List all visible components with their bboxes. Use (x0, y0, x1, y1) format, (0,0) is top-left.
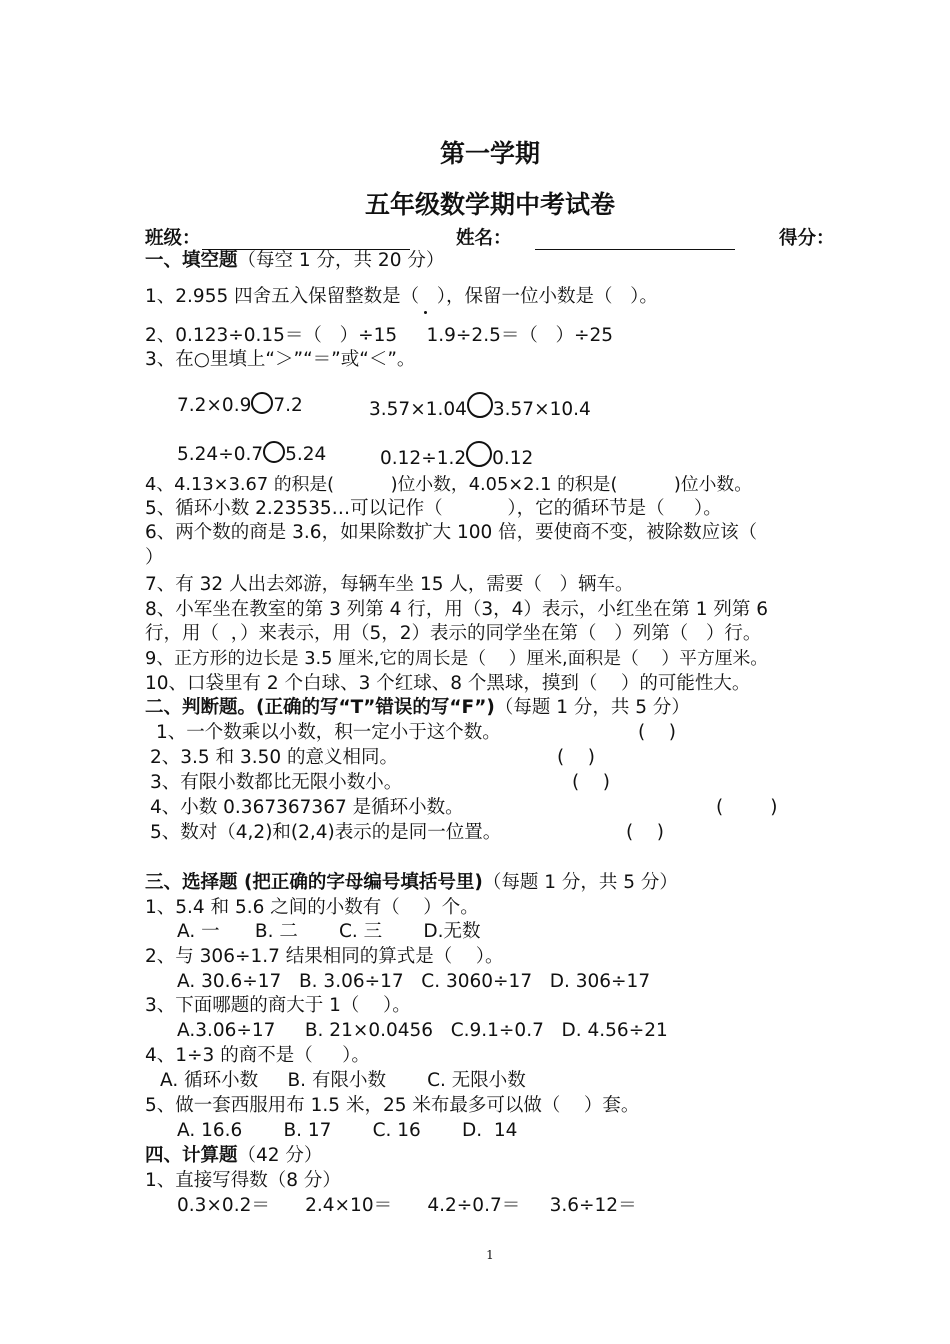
name-label: 姓名： (456, 228, 512, 249)
class-label: 班级： (145, 228, 201, 249)
section-4-heading: 四、计算题（42 分） (145, 1145, 323, 1166)
s2-q3: 3、有限小数都比无限小数小。 (150, 772, 403, 793)
s1-q6-line-1: 6、两个数的商是 3.6，如果除数扩大 100 倍，要使商不变，被除数应该（ (145, 522, 758, 543)
s3-q3-options: A.3.06÷17 B. 21×0.0456 C.9.1÷0.7 D. 4.56÷21 (177, 1020, 668, 1041)
s1-q8-line-2: 行，用（ ，）来表示，用（5，2）表示的同学坐在第（ ）列第（ ）行。 (145, 623, 762, 644)
s2-q1-paren[interactable]: ( ) (638, 722, 676, 743)
s3-q4-options: A. 循环小数 B. 有限小数 C. 无限小数 (160, 1070, 526, 1091)
compare-item-2: 3.57×1.04 3.57×10.4 (369, 392, 591, 422)
s1-q7: 7、有 32 人出去郊游，每辆车坐 15 人，需要（ ）辆车。 (145, 574, 634, 595)
s3-q1-options: A. 一 B. 二 C. 三 D.无数 (177, 921, 481, 942)
s2-q5: 5、数对（4,2)和(2,4)表示的是同一位置。 (150, 822, 502, 843)
s1-q2: 2、0.123÷0.15＝（ ）÷15 1.9÷2.5＝（ ）÷25 (145, 325, 614, 346)
emphasis-dot (424, 311, 427, 314)
s3-q4: 4、1÷3 的商不是（ ）。 (145, 1045, 370, 1066)
s3-q1: 1、5.4 和 5.6 之间的小数有（ ）个。 (145, 897, 479, 918)
section-3-heading: 三、选择题 (把正确的字母编号填括号里)（每题 1 分，共 5 分） (145, 872, 678, 893)
compare-item-1: 7.2×0.9 7.2 (177, 392, 303, 418)
page-number: 1 (486, 1248, 494, 1262)
compare-item-3: 5.24÷0.7 5.24 (177, 441, 326, 467)
s3-q3: 3、下面哪题的商大于 1（ ）。 (145, 995, 411, 1016)
s1-q4: 4、4.13×3.67 的积是( )位小数，4.05×2.1 的积是( )位小数。 (145, 474, 752, 495)
s1-q6-line-2: ） (145, 547, 164, 568)
s1-q9: 9、正方形的边长是 3.5 厘米,它的周长是（ ）厘米,面积是（ ）平方厘米。 (145, 648, 769, 669)
s1-q1: 1、2.955 四舍五入保留整数是（ ），保留一位小数是（ ）。 (145, 286, 658, 307)
compare-circle[interactable] (263, 441, 285, 463)
compare-circle[interactable] (466, 441, 492, 467)
score-label: 得分： (779, 228, 835, 249)
s2-q3-paren[interactable]: ( ) (572, 772, 610, 793)
s3-q5-options: A. 16.6 B. 17 C. 16 D. 14 (177, 1120, 518, 1141)
s1-q5: 5、循环小数 2.23535…可以记作（ ），它的循环节是（ ）。 (145, 498, 722, 519)
s3-q5: 5、做一套西服用布 1.5 米，25 米布最多可以做（ ）套。 (145, 1095, 640, 1116)
section-1-heading: 一、填空题（每空 1 分，共 20 分） (145, 250, 445, 271)
s2-q1: 1、一个数乘以小数，积一定小于这个数。 (156, 722, 501, 743)
s2-q4-paren[interactable]: ( ) (716, 797, 778, 818)
compare-circle[interactable] (467, 392, 493, 418)
compare-item-4: 0.12÷1.2 0.12 (380, 441, 533, 471)
s2-q2: 2、3.5 和 3.50 的意义相同。 (150, 747, 399, 768)
s1-q8-line-1: 8、小军坐在教室的第 3 列第 4 行，用（3，4）表示，小红坐在第 1 列第 6 (145, 599, 769, 620)
s4-q1-items: 0.3×0.2＝ 2.4×10＝ 4.2÷0.7＝ 3.6÷12＝ (177, 1195, 637, 1216)
s1-q10: 10、口袋里有 2 个白球、3 个红球、8 个黑球，摸到（ ）的可能性大。 (145, 673, 751, 694)
compare-circle[interactable] (251, 392, 273, 414)
s4-q1: 1、直接写得数（8 分） (145, 1170, 341, 1191)
name-underline (535, 249, 735, 250)
s3-q2: 2、与 306÷1.7 结果相同的算式是（ ）。 (145, 946, 504, 967)
s1-q3: 3、在○里填上“＞”“＝”或“＜”。 (145, 349, 416, 370)
s2-q2-paren[interactable]: ( ) (557, 747, 595, 768)
s2-q5-paren[interactable]: ( ) (626, 822, 664, 843)
title-line-1: 第一学期 (439, 139, 540, 168)
title-line-2: 五年级数学期中考试卷 (364, 190, 615, 219)
section-2-heading: 二、判断题。(正确的写“T”错误的写“F”)（每题 1 分，共 5 分） (145, 697, 690, 718)
s2-q4: 4、小数 0.367367367 是循环小数。 (150, 797, 464, 818)
s3-q2-options: A. 30.6÷17 B. 3.06÷17 C. 3060÷17 D. 306÷17 (177, 971, 651, 992)
